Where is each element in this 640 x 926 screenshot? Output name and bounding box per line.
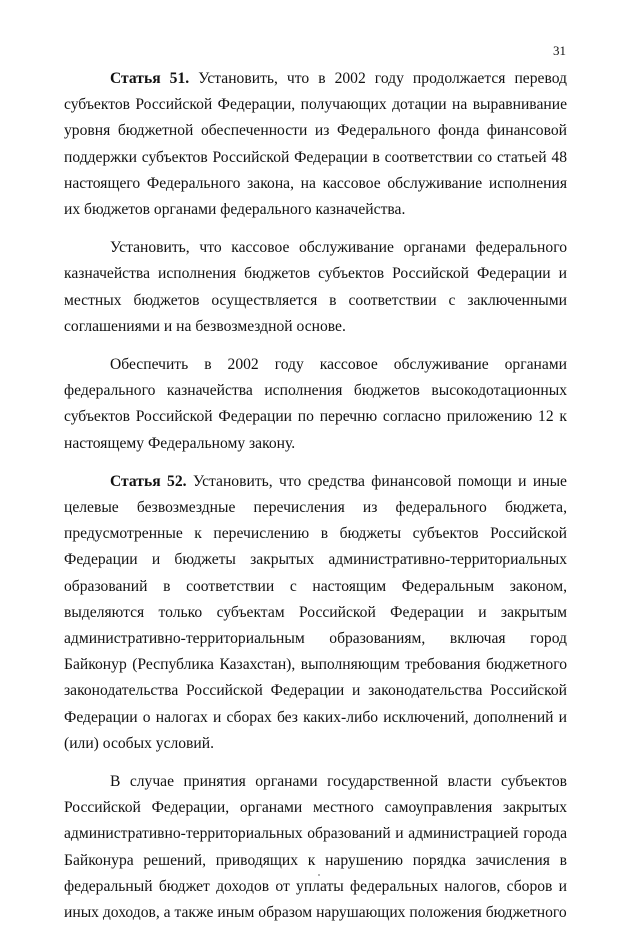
treasury-service-text: Установить, что кассовое обслуживание органами федерального казначейства исполнения бюджетов субъектов Российской Федерации и местных бюджетов осуществляется в соответствии с заключенными соглашениями и на безвозмездной основе. [64, 239, 567, 335]
violation-text: В случае принятия органами государственной власти субъектов Российской Федерации, органами местного самоуправления закрытых административно-территориальных образований и администрацией города Байконура решений, приводящих к нарушению порядка зачисления в федеральный бюджет доходов от уплаты федеральных налогов, сборов и иных доходов, а также иным образом нарушающих положения бюджетного [64, 773, 567, 922]
article-51-text: Установить, что в 2002 году продолжается перевод субъектов Российской Федерации, получающих дотации на выравнивание уровня бюджетной обеспеченности из Федерального фонда финансовой поддержки субъектов Российской Федерации в соответствии со статьей 48 настоящего Федерального закона, на кассовое обслуживание исполнения их бюджетов органами федерального казначейства. [64, 70, 567, 219]
high-subsidy-paragraph [64, 352, 567, 457]
article-52-paragraph [64, 469, 567, 757]
treasury-service-paragraph [64, 235, 567, 340]
violation-paragraph [64, 769, 567, 926]
article-52-title: Статья 52. [110, 472, 187, 490]
article-52-text: Установить, что средства финансовой помощи и иные целевые безвозмездные перечисления из федерального бюджета, предусмотренные к перечислению в бюджеты субъектов Российской Федерации и бюджеты закрытых административно-территориальных образований в соответствии с настоящим Федеральным законом, выделяются только субъектам Российской Федерации и закрытым административно-территориальным образованиям, включая город Байконур (Республика Казахстан), выполняющим требования бюджетного законодательства Российской Федерации и законодательства Российской Федерации о налогах и сборах без каких-либо исключений, дополнений и (или) особых условий. [64, 472, 567, 752]
page-number: 31 [553, 43, 566, 58]
article-51-paragraph [64, 66, 567, 223]
high-subsidy-text: Обеспечить в 2002 году кассовое обслуживание органами федерального казначейства исполнения бюджетов высокодотационных субъектов Российской Федерации по перечню согласно приложению 12 к настоящему Федеральному закону. [64, 356, 567, 452]
document-body [64, 66, 567, 926]
scan-speck [318, 874, 320, 876]
article-51-title: Статья 51. [110, 70, 190, 87]
